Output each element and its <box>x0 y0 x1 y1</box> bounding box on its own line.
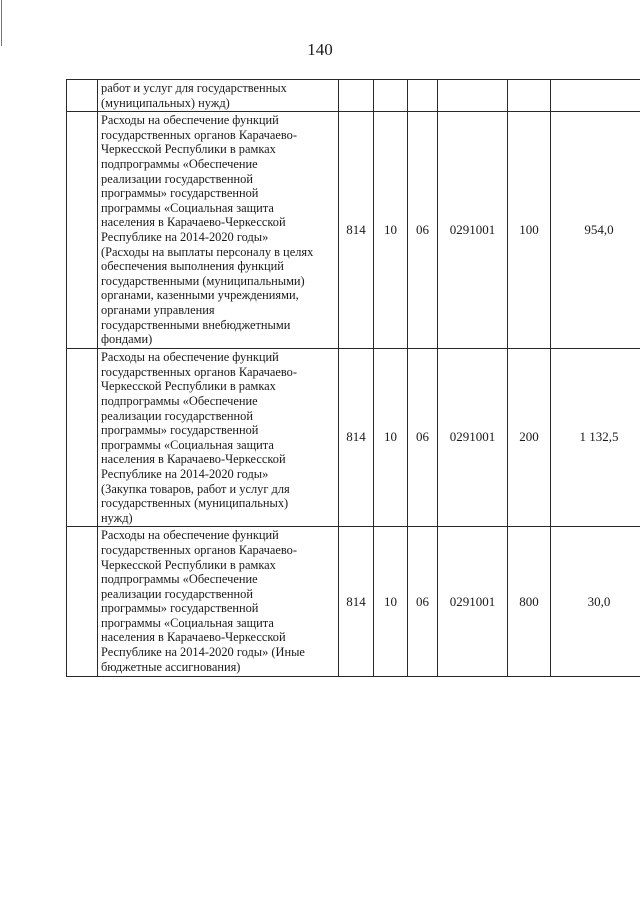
table-cell-pr: 06 <box>408 349 438 527</box>
table-cell-rz: 10 <box>374 527 408 677</box>
table-cell-blank <box>67 112 98 349</box>
table-cell-vr <box>508 80 551 112</box>
table-cell-csr: 0291001 <box>438 349 508 527</box>
table-row <box>67 80 640 112</box>
table-row <box>67 112 640 349</box>
table-cell-sum <box>551 80 640 112</box>
table-cell-rz <box>374 80 408 112</box>
table-cell-pr <box>408 80 438 112</box>
table-cell-description: Расходы на обеспечение функций государственных органов Карачаево- Черкесской Республики в рамках подпрограммы «Обеспечение реализации государственной программы» государственной программы «Социальная защита населения в Карачаево-Черкесской Республике на 2014-2020 годы» (Закупка товаров, работ и услуг для государственных (муниципальных) нужд) <box>98 349 339 527</box>
page-number: 140 <box>307 40 333 59</box>
table-cell-vr: 200 <box>508 349 551 527</box>
table-cell-blank <box>67 80 98 112</box>
table-cell-csr: 0291001 <box>438 527 508 677</box>
table-row <box>67 527 640 677</box>
table-cell-ved <box>339 80 374 112</box>
table-row <box>67 349 640 527</box>
table-cell-sum: 954,0 <box>551 112 640 349</box>
table-cell-description: Расходы на обеспечение функций государственных органов Карачаево- Черкесской Республики в рамках подпрограммы «Обеспечение реализации государственной программы» государственной программы «Социальная защита населения в Карачаево-Черкесской Республике на 2014-2020 годы» (Расходы на выплаты персоналу в целях обеспечения выполнения функций государственными (муниципальными) органами, казенными учреждениями, органами управления государственными внебюджетными фондами) <box>98 112 339 349</box>
table-cell-pr: 06 <box>408 527 438 677</box>
budget-table <box>66 79 640 677</box>
table-cell-vr: 800 <box>508 527 551 677</box>
table-cell-blank <box>67 349 98 527</box>
table-cell-ved: 814 <box>339 349 374 527</box>
table-cell-description: работ и услуг для государственных (муниципальных) нужд) <box>98 80 339 112</box>
table-cell-blank <box>67 527 98 677</box>
table-cell-csr <box>438 80 508 112</box>
table-cell-csr: 0291001 <box>438 112 508 349</box>
table-cell-ved: 814 <box>339 527 374 677</box>
table-cell-pr: 06 <box>408 112 438 349</box>
table-cell-rz: 10 <box>374 112 408 349</box>
table-cell-rz: 10 <box>374 349 408 527</box>
table-cell-sum: 30,0 <box>551 527 640 677</box>
table-cell-sum: 1 132,5 <box>551 349 640 527</box>
table-cell-ved: 814 <box>339 112 374 349</box>
table-cell-vr: 100 <box>508 112 551 349</box>
table-cell-description: Расходы на обеспечение функций государственных органов Карачаево- Черкесской Республики в рамках подпрограммы «Обеспечение реализации государственной программы» государственной программы «Социальная защита населения в Карачаево-Черкесской Республике на 2014-2020 годы» (Иные бюджетные ассигнования) <box>98 527 339 677</box>
